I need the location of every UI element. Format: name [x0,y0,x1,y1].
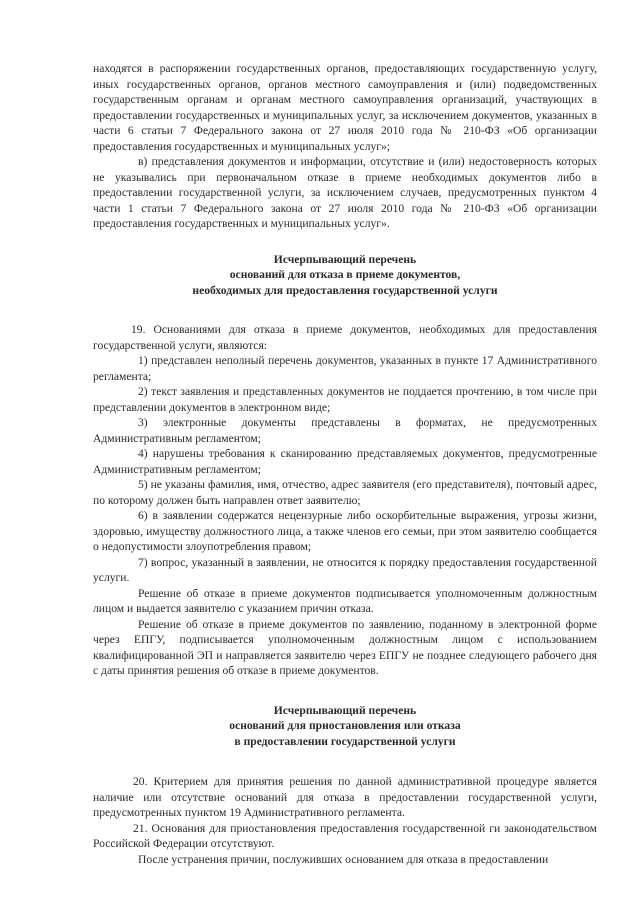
paragraph-20: 20. Критерием для принятия решения по данной административной процедуре является наличие или отсутствие оснований для отказа в предоставлении государственной услуги, предусмотренных пунктом 19 Административного регламента. [93,775,597,819]
heading-line: Исчерпывающий перечень [273,703,417,717]
list-item: 2) текст заявления и представленных документов не поддается прочтению, в том числе при представлении документов в электронном виде; [93,385,597,414]
paragraph-21: 21. Основания для приостановления предоставления государственной ги законодательством Российской Федерации отсутствуют. [93,821,597,850]
electronic-decision-paragraph: Решение об отказе в приеме документов по заявлению, поданному в электронной форме через ЕПГУ, подписывается уполномоченным должностным лицом с использованием квалифицированной ЭП и направляется заявителю через ЕПГУ не позднее следующего рабочего дня с даты принятия решения об отказе в приеме документов. [93,617,597,677]
paragraph-19-intro: 19. Основаниями для отказа в приеме документов, необходимых для предоставления государственной услуги, являются: [93,323,597,352]
section-heading-suspension [93,703,597,750]
list-item: 1) представлен неполный перечень документов, указанных в пункте 17 Административного регламента; [93,354,597,383]
decision-paragraph: Решение об отказе в приеме документов подписывается уполномоченным должностным лицом и выдается заявителю с указанием причин отказа. [93,586,597,615]
item-v-paragraph: в) представления документов и информации, отсутствие и (или) недостоверность которых не указывались при первоначальном отказе в приеме необходимых документов либо в предоставлении государственной услуги, за исключением случаев, предусмотренных пунктом 4 части 1 статьи 7 Федерального закона от 27 июля 2010 года № 210-ФЗ «Об организации предоставления государственных и муниципальных услуг». [93,155,597,230]
heading-line: необходимых для предоставления государственной услуги [192,283,498,297]
section-heading-refusal-documents [93,252,597,299]
list-item: 4) нарушены требования к сканированию представляемых документов, предусмотренные Административным регламентом; [93,447,597,476]
page-content [93,61,597,867]
list-item: 5) не указаны фамилия, имя, отчество, адрес заявителя (его представителя), почтовый адрес, по которому должен быть направлен ответ заявителю; [93,478,597,507]
heading-line: Исчерпывающий перечень [273,252,417,266]
heading-line: оснований для отказа в приеме документов, [229,268,461,281]
top-continuation-paragraph: находятся в распоряжении государственных органов, предоставляющих государственную услугу, иных государственных органов, органов местного самоуправления и (или) подведомственных государственным органам и органам местного самоуправления организаций, участвующих в предоставлении государственных и муниципальных услуг, за исключением документов, указанных в части 6 статьи 7 Федерального закона от 27 июля 2010 года № 210-ФЗ «Об организации предоставления государственных и муниципальных услуг»; [93,62,597,153]
list-item: 7) вопрос, указанный в заявлении, не относится к порядку предоставления государственной услуги. [93,555,597,584]
trailing-paragraph: После устранения причин, послуживших основанием для отказа в предоставлении [138,852,549,866]
list-item: 3) электронные документы представлены в форматах, не предусмотренных Административным регламентом; [93,416,597,445]
heading-line: оснований для приостановления или отказа [229,719,461,732]
heading-line: в предоставлении государственной услуги [234,734,456,748]
list-item: 6) в заявлении содержатся нецензурные либо оскорбительные выражения, угрозы жизни, здоровью, имуществу должностного лица, а также членов его семьи, при этом заявителю сообщается о недопустимости злоупотребления правом; [93,509,597,553]
